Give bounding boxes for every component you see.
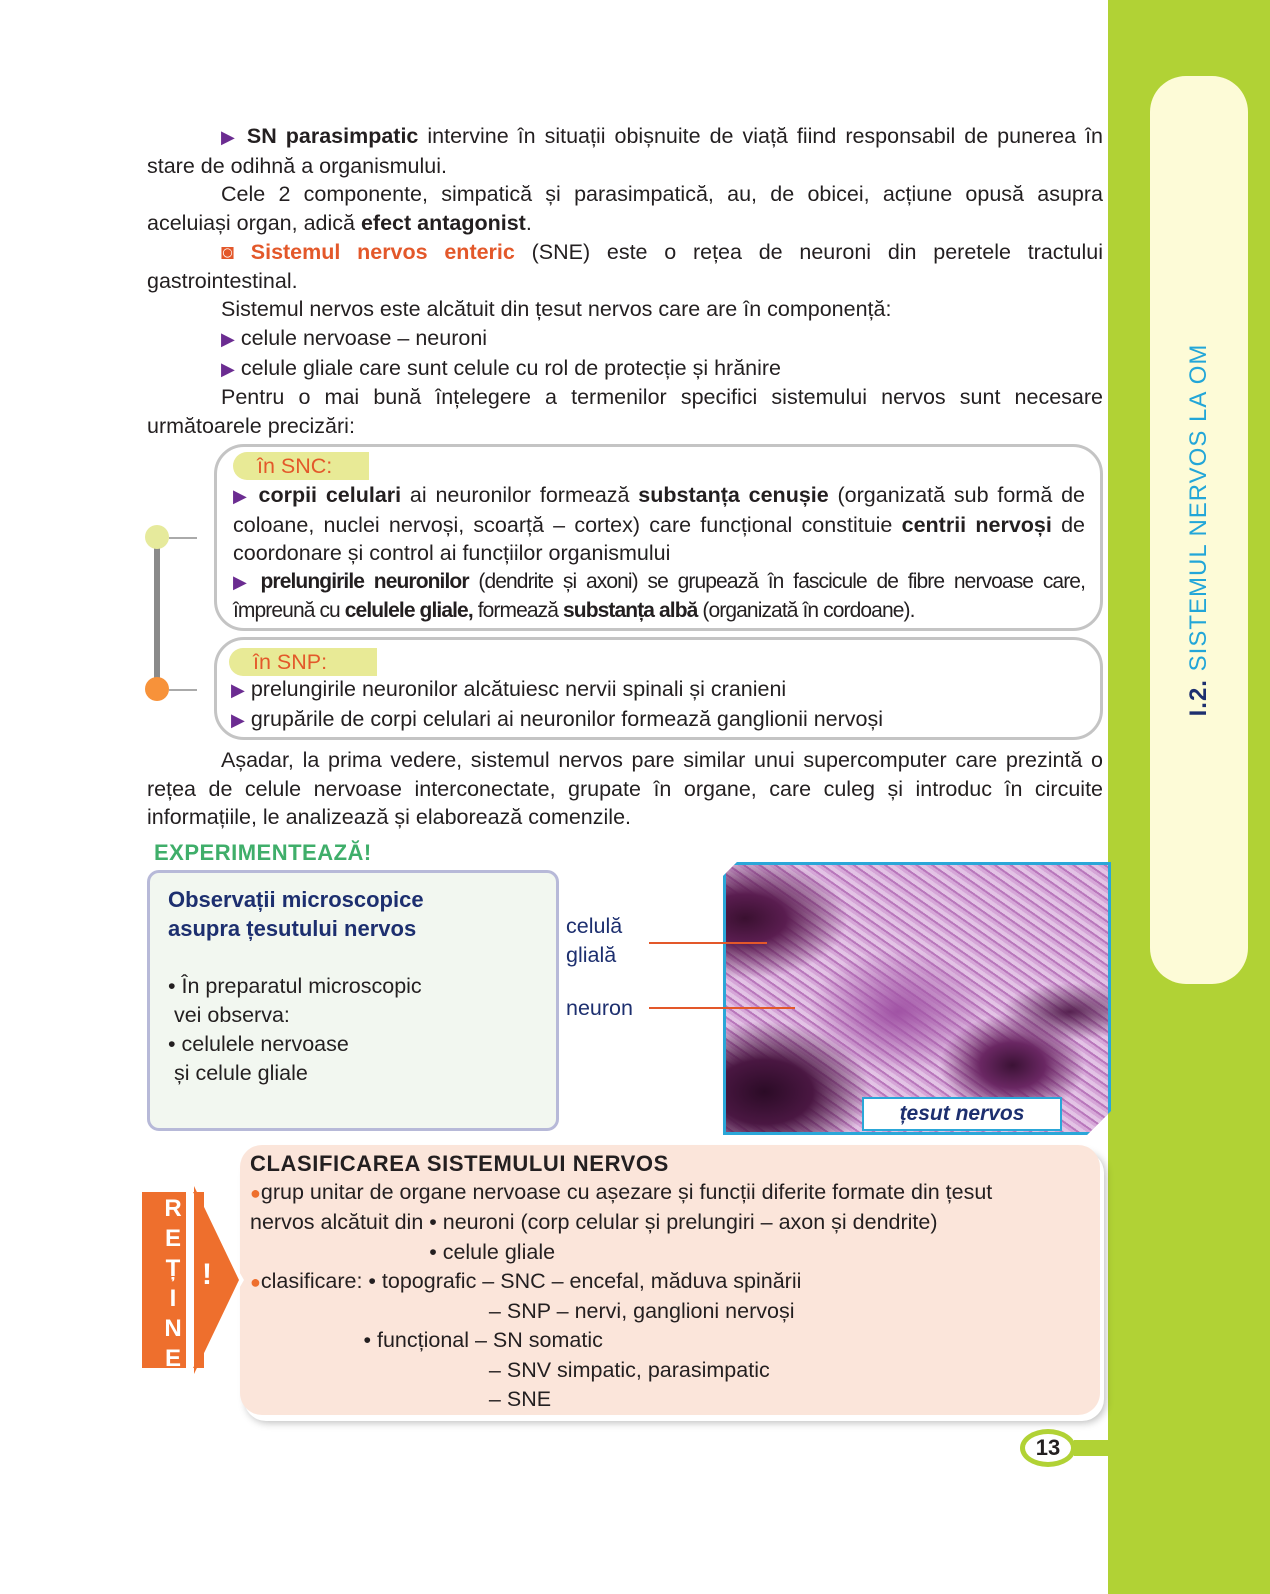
text: intervine în situații obișnuite de viață fiind responsabil de punerea în stare de odihnă a organismului. [147, 124, 1104, 178]
text: grupările de corpi celulari ai neuronilor formează ganglionii nervoși [250, 706, 884, 731]
letter: E [164, 1345, 181, 1372]
observation-line: și celule gliale [168, 1061, 308, 1085]
exclamation-icon: ! [202, 1258, 212, 1291]
text: – SNV simpatic, parasimpatic [250, 1357, 770, 1382]
micrograph-caption: țesut nervos [862, 1097, 1062, 1131]
observation-title: Observații microscopice [168, 887, 424, 912]
snc-dot [145, 525, 169, 549]
chapter-number: I.2. [1185, 679, 1212, 717]
letter: Ț [165, 1255, 181, 1282]
term: Sistemul nervos enteric [250, 239, 515, 264]
observation-line: • celulele nervoase [168, 1032, 349, 1056]
paragraph: Pentru o mai bună înțelegere a termenilor specifici sistemului nervos sunt necesare următoarele precizări: [147, 385, 1103, 439]
snp-text [231, 675, 1083, 734]
text: . [525, 211, 532, 236]
text: – SNP – nervi, ganglioni nervoși [250, 1299, 795, 1324]
retine-title: CLASIFICAREA SISTEMULUI NERVOS [250, 1151, 669, 1176]
label-glial-cell: glială [566, 943, 617, 967]
micrograph-image [723, 862, 1111, 1135]
text: grup unitar de organe nervoase cu așezare și funcții diferite formate din țesut [260, 1180, 993, 1204]
letter: E [164, 1225, 181, 1252]
triangle-bullet-icon: ▶ [231, 680, 245, 700]
smiley-bullet-icon: ● [250, 1183, 261, 1203]
page-number-bar [1074, 1440, 1114, 1456]
list-item [147, 324, 1103, 354]
paragraph [147, 238, 1103, 295]
term: efect antagonist [360, 211, 526, 236]
term: celulele gliale, [344, 598, 473, 622]
retine-arrow [194, 1186, 239, 1374]
term: corpii celulari [258, 483, 402, 507]
letter: I [169, 1285, 177, 1312]
pointer-line [649, 1007, 795, 1009]
text: nervos alcătuit din • neuroni (corp celular și prelungiri – axon și dendrite) [250, 1210, 938, 1235]
paragraph [147, 180, 1103, 237]
paragraph: Sistemul nervos este alcătuit din țesut nervos care are în componență: [221, 297, 892, 322]
page-number: 13 [1020, 1429, 1076, 1467]
text: clasificare: • topografic – SNC – encefal, măduva spinării [260, 1268, 802, 1293]
term: prelungirile neuronilor [260, 570, 469, 594]
connector [169, 689, 197, 691]
term: substanța albă [563, 598, 698, 622]
paragraph [147, 122, 1103, 180]
smiley-bullet-icon: ● [250, 1271, 261, 1292]
text: ai neuronilor formează [401, 483, 639, 507]
text: prelungirile neuronilor alcătuiesc nervii spinali și cranieni [250, 677, 787, 701]
text: celule nervoase – neuroni [240, 325, 488, 350]
intro-text [147, 122, 1103, 441]
text: • funcțional – SN somatic [250, 1328, 603, 1353]
triangle-bullet-icon: ▶ [221, 358, 235, 379]
snc-text [233, 481, 1085, 626]
text: celule gliale care sunt celule cu rol de protecție și hrănire [240, 355, 782, 380]
observation-line: • În preparatul microscopic [168, 974, 422, 998]
list-item [147, 354, 1103, 384]
retine-content [250, 1178, 992, 1414]
snp-dot [145, 677, 169, 701]
paragraph: Așadar, la prima vedere, sistemul nervos pare similar unui supercomputer care prezintă o rețea de celule nervoase interconectate, grupate în organe, care culeg și introduc în circuite informațiile, le analizează și elaborează comenzile. [147, 748, 1103, 830]
triangle-bullet-icon: ▶ [233, 486, 250, 506]
label-glial-cell: celulă [566, 914, 623, 938]
text: Cele 2 componente, simpatică și parasimpatică, au, de obicei, acțiune opusă asupra aceluiași organ, adică [147, 182, 1103, 236]
text: (SNE) este o rețea de neuroni din peretele tractului gastrointestinal. [147, 239, 1103, 293]
triangle-bullet-icon: ▶ [231, 709, 245, 730]
term: centrii nervoși [901, 512, 1052, 537]
chapter-name: SISTEMUL NERVOS LA OM [1185, 343, 1212, 672]
term: SN parasimpatic [246, 124, 419, 148]
observation-box [147, 870, 559, 1131]
experiment-heading: EXPERIMENTEAZĂ! [154, 840, 372, 865]
text: • celule gliale [250, 1239, 556, 1264]
text: (organizată sub formă de coloane, nuclei nervoși, scoarță – cortex) care funcțional constituie [233, 483, 1086, 537]
triangle-bullet-icon: ▶ [221, 127, 238, 147]
letter: N [164, 1315, 182, 1342]
triangle-bullet-icon: ▶ [221, 328, 235, 349]
observation-title: asupra țesutului nervos [168, 916, 417, 941]
snp-tag: în SNP: [229, 648, 377, 676]
snc-tag: în SNC: [233, 452, 369, 480]
text: (organizată în cordoane). [697, 598, 915, 622]
conclusion [147, 746, 1103, 832]
chapter-title [1185, 344, 1213, 717]
observation-line: vei observa: [168, 1003, 290, 1027]
term: substanța cenușie [638, 483, 829, 507]
text: (dendrite și axoni) se grupează în fascicule de fibre nervoase care, împreună cu [233, 570, 1086, 622]
connector [169, 537, 197, 539]
text: formează [472, 598, 563, 622]
text: de coordonare și control ai funcțiilor organismului [233, 512, 1085, 566]
square-bullet-icon: ◙ [221, 239, 234, 264]
pointer-line [649, 942, 767, 944]
text: – SNE [250, 1387, 552, 1412]
connector-line [154, 538, 160, 690]
letter: R [164, 1195, 182, 1222]
triangle-bullet-icon: ▶ [233, 572, 251, 593]
label-neuron: neuron [566, 996, 633, 1020]
